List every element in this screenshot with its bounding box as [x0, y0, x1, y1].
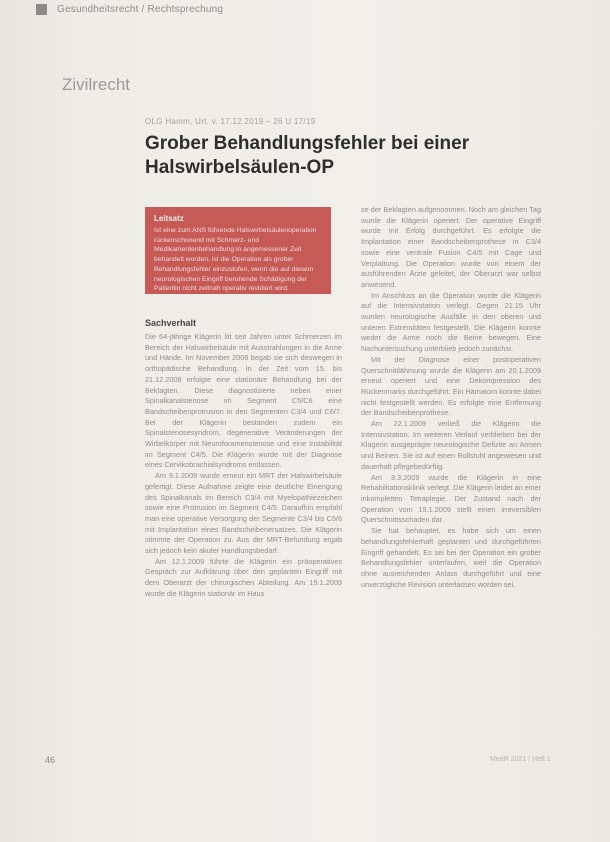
leitsatz-box — [145, 207, 331, 294]
section-title: Zivilrecht — [62, 75, 131, 94]
running-header — [36, 4, 223, 15]
paragraph: se der Beklagten aufgenommen. Noch am gleichen Tag wurde die Klägerin operiert. Der operative Eingriff wurde mit Erfolg durchgeführt. Es erfolgte die Implantation einer Bandscheibenprothese in C3/4 sowie eine ventrale Fusion C4/5 mit Cage und Verplattung. Die Operation wurde von einem der ausführenden Ärzte geleitet, der Oberarzt war selbst anwesend. — [361, 205, 541, 289]
article-column-left — [145, 317, 342, 600]
leitsatz-title: Leitsatz — [154, 214, 184, 223]
page-number: 46 — [45, 755, 56, 765]
breadcrumb: Gesundheitsrecht / Rechtsprechung — [57, 4, 224, 15]
article-column-right — [361, 205, 541, 590]
paragraph: Mit der Diagnose einer postoperativen Querschnittlähmung wurde die Klägerin am 20.1.2009 erneut operiert und eine Dekompression des Rückenmarks durchgeführt. Ein Hämatom konnte dabei nicht festgestellt werden. Es erfolgte eine Entfernung der Bandscheibenprothese. — [361, 354, 541, 418]
journal-footer: MedR 2021 / Heft 1 — [490, 756, 551, 763]
sachverhalt-heading: Sachverhalt — [145, 318, 197, 328]
article-title: Grober Behandlungsfehler bei einer Halswirbelsäulen-OP — [145, 133, 470, 178]
paragraph: Sie hat behauptet, es habe sich um einen behandlungsfehlerhaft geplanten und durchgeführten Eingriff gehandelt. Es sei bei der Operation ein grober Behandlungsfehler unterlaufen, weil die Operation ohne ausreichenden Anlass durchgeführt und eine unverzügliche Revision unterlassen worden sei. — [361, 526, 541, 589]
paragraph: Am 9.1.2009 wurde erneut ein MRT der Halswirbelsäule gefertigt. Diese Aufnahme zeigte eine deutliche Einengung des Spinalkanals im Bereich C3/4 mit Myelopathiezeichen sowie eine Protrusion im Segment C4/5. Daraufhin empfahl man eine operative Versorgung der Segmente C3/4 bis C5/6 mit Implantation eines Bandscheibenersatzes. Die Klägerin stimmte der Operation zu. Aus der MRT-Befundung ergab sich jedoch kein akuter Handlungsbedarf. — [145, 471, 342, 556]
paragraph: Am 8.3.2009 wurde die Klägerin in eine Rehabilitationsklinik verlegt. Die Klägerin leidet an einer inkompletten Tetraplegie. Der Zustand nach der Operation vom 19.1.2009 stellt einen irreversiblen Querschnittsschaden dar. — [361, 472, 541, 525]
paragraph: Im Anschluss an die Operation wurde die Klägerin auf die Intensivstation verlegt. Gegen 21.15 Uhr wurden neurologische Ausfälle in den oberen und unteren Extremitäten festgestellt. Die Klägerin konnte weder die Arme noch die Beine bewegen. Eine Nachuntersuchung unterblieb jedoch zunächst. — [361, 290, 541, 354]
header-marker-icon — [36, 4, 47, 15]
paragraph: Die 64-jährige Klägerin litt seit Jahren unter Schmerzen im Bereich der Halswirbelsäule mit Ausstrahlungen in die Arme und Hände. Im November 2008 begab sie sich deswegen in orthopädische Behandlung. In der Zeit vom 15. bis 21.12.2008 erfolgte eine stationäre Behandlung bei der Beklagten. Diese diagnostizierte neben einer Spinalkanalstenose im Segment C5/C6 eine Bandscheibenprotrusion in den Segmenten C3/4 und C6/7. Bei der Klägerin bestanden zudem ein Spinalstenosesyndrom, degenerative Veränderungen der Wirbelkörper mit Neuroforamenstenose und eine Instabilität im Segment C4/5. Die Klägerin wurde mit der Diagnose eines Cervikobrachialsyndroms entlassen. — [145, 332, 342, 470]
case-citation: OLG Hamm, Urt. v. 17.12.2019 – 26 U 17/19 — [145, 117, 316, 126]
leitsatz-text: Ist eine zum ANS führende Halswirbelsäulenoperation rückenschonend mit Schmerz- und Medikamentenbehandlung in angemessener Zeit behandelt worden, ist die Operation als grober Behandlungsfehler einzustufen, wenn die auf diesem neurologischen Eingriff beruhende Schädigung der Patientin nicht zeitnah operativ revidiert wird. — [154, 227, 317, 293]
paragraph: Am 22.1.2009 verließ die Klägerin die Intensivstation. Im weiteren Verlauf verblieben bei der Klägerin ausgeprägte neurologische Defizite an Armen und Beinen. Sie ist auf einen Rollstuhl angewiesen und dauerhaft pflegebedürftig. — [361, 419, 541, 471]
paragraph: Am 12.1.2009 führte die Klägerin ein präoperatives Gespräch zur Aufklärung über den geplanten Eingriff mit dem Oberarzt der chirurgischen Abteilung. Am 19.1.2009 wurde die Klägerin stationär im Haus — [145, 556, 342, 598]
